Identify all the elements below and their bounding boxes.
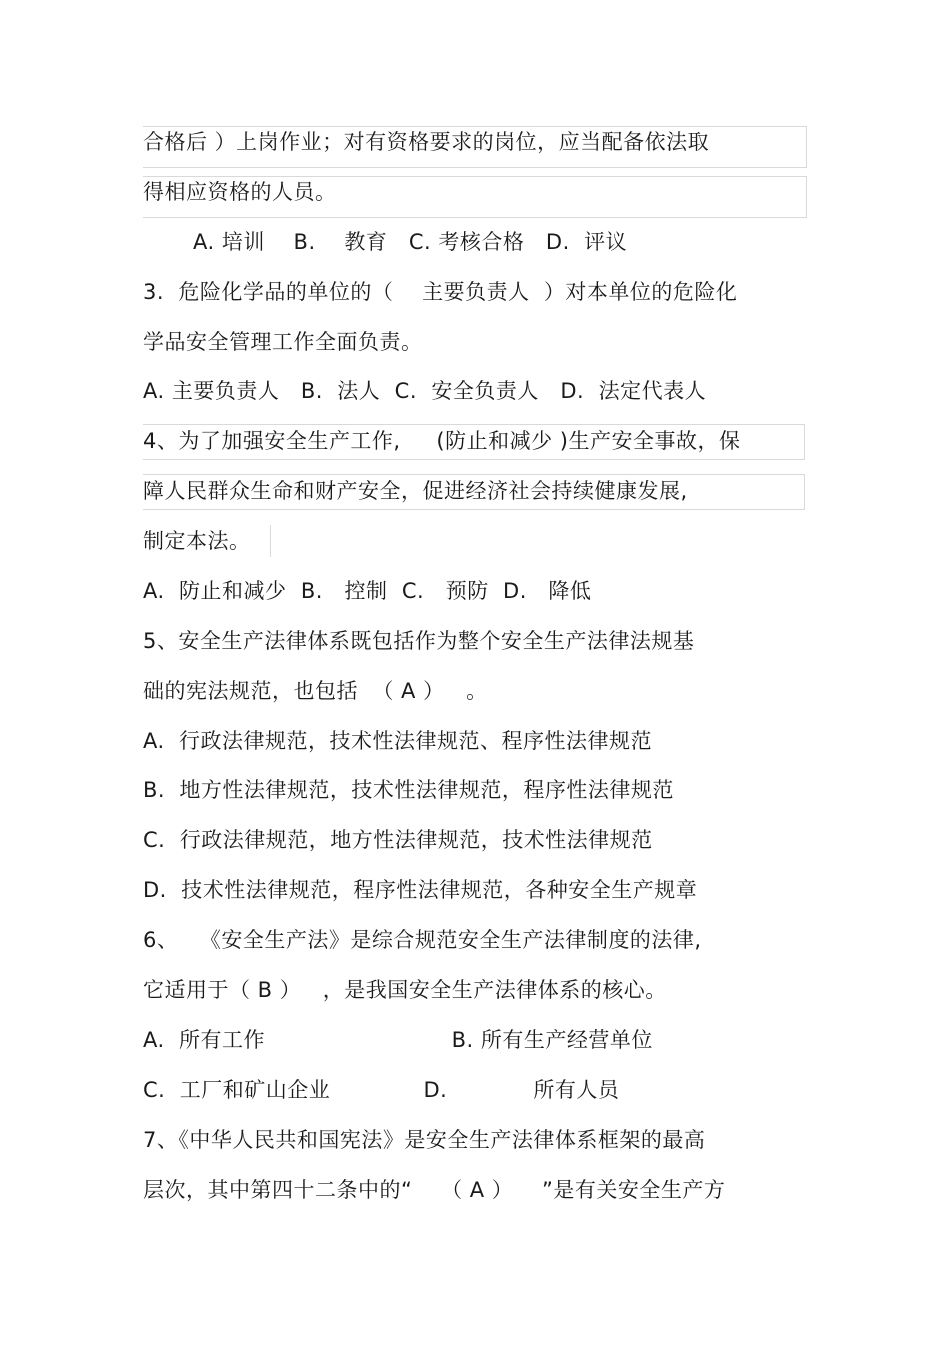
answer-option-a: A. 行政法律规范，技术性法律规范、程序性法律规范	[143, 729, 653, 753]
text-line: 它适用于（ B ） ，是我国安全生产法律体系的核心。	[143, 978, 667, 1002]
question-3: 3. 危险化学品的单位的（ 主要负责人 ）对本单位的危险化	[143, 280, 738, 304]
frame-divider	[270, 525, 271, 557]
text-line: 层次，其中第四十二条中的“ （ A ） ”是有关安全生产方	[143, 1178, 726, 1202]
text-line: 础的宪法规范，也包括 （ A ） 。	[143, 679, 488, 703]
answer-option-b: B. 地方性法律规范，技术性法律规范，程序性法律规范	[143, 778, 674, 802]
answer-options: A. 培训 B. 教育 C. 考核合格 D. 评议	[193, 230, 628, 254]
question-6: 6、 《安全生产法》是综合规范安全生产法律制度的法律,	[143, 928, 702, 952]
answer-option-d: D. 技术性法律规范，程序性法律规范，各种安全生产规章	[143, 878, 698, 902]
answer-option-c: C. 行政法律规范，地方性法律规范，技术性法律规范	[143, 828, 653, 852]
answer-options: A. 所有工作 B. 所有生产经营单位	[143, 1028, 653, 1052]
text-line: 制定本法。	[143, 529, 251, 553]
question-7: 7、《中华人民共和国宪法》是安全生产法律体系框架的最高	[143, 1128, 706, 1152]
question-4: 4、为了加强安全生产工作, (防止和减少 )生产安全事故，保	[143, 429, 741, 453]
answer-options: A. 防止和减少 B. 控制 C. 预防 D. 降低	[143, 579, 592, 603]
answer-options: A. 主要负责人 B. 法人 C. 安全负责人 D. 法定代表人	[143, 379, 707, 403]
text-line: 学品安全管理工作全面负责。	[143, 330, 423, 354]
question-5: 5、安全生产法律体系既包括作为整个安全生产法律法规基	[143, 629, 695, 653]
text-line: 合格后 ）上岗作业；对有资格要求的岗位，应当配备依法取	[143, 130, 710, 154]
text-line: 障人民群众生命和财产安全，促进经济社会持续健康发展,	[143, 479, 688, 503]
text-line: 得相应资格的人员。	[143, 180, 337, 204]
answer-options: C. 工厂和矿山企业 D. 所有人员	[143, 1078, 620, 1102]
